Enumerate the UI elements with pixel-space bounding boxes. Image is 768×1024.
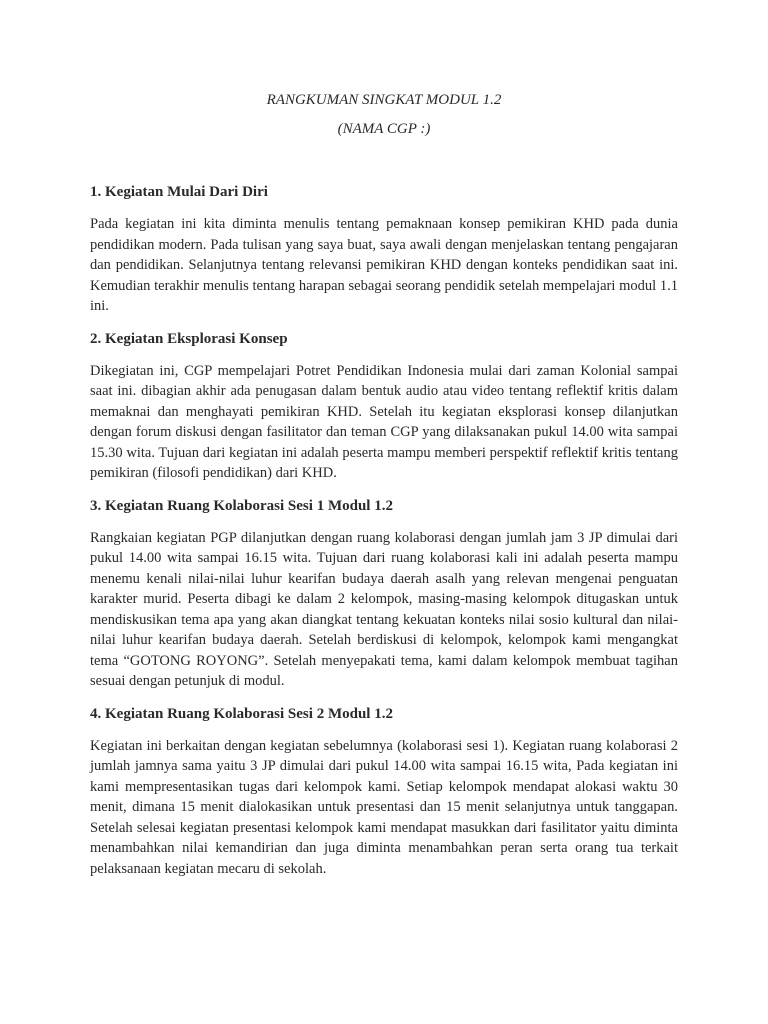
document-page [90,88,678,891]
section-heading: 4. Kegiatan Ruang Kolaborasi Sesi 2 Modul 1.2 [90,705,393,722]
section-ruang-kolaborasi-1 [90,496,678,692]
section-body: Dikegiatan ini, CGP mempelajari Potret Pendidikan Indonesia mulai dari zaman Kolonial sampai saat ini. dibagian akhir ada penugasan dalam bentuk audio atau video tentang reflektif kritis dalam memaknai dan menghayati pemikiran KHD. Setelah itu kegiatan eksplorasi konsep dilanjutkan dengan forum diskusi dengan fasilitator dan teman CGP yang dilaksanakan pukul 14.00 wita sampai 15.30 wita. Tujuan dari kegiatan ini adalah peserta mampu memberi perspektif reflektif kritis tentang pemikiran (filosofi pendidikan) dari KHD. [90,362,678,481]
section-body: Kegiatan ini berkaitan dengan kegiatan sebelumnya (kolaborasi sesi 1). Kegiatan ruang kolaborasi 2 jumlah jamnya sama yaitu 3 JP dimulai dari pukul 14.00 wita sampai 16.15 wita, Pada kegiatan ini kami mempresentasikan tugas dari kelompok kami. Setiap kelompok mendapat alokasi waktu 30 menit, dimana 15 menit dialokasikan untuk presentasi dan 15 menit selanjutnya untuk tanggapan. Setelah selesai kegiatan presentasi kelompok kami mendapat masukkan dari fasilitator yaitu diminta menambahkan nilai kemandirian dan juga diminta menambahkan peran serta orang tua terkait pelaksanaan kegiatan mecaru di sekolah. [90,737,678,877]
section-heading: 2. Kegiatan Eksplorasi Konsep [90,330,288,347]
section-mulai-dari-diri [90,182,678,317]
title-block [90,88,678,142]
section-ruang-kolaborasi-2 [90,704,678,880]
section-body: Pada kegiatan ini kita diminta menulis tentang pemaknaan konsep pemikiran KHD pada dunia pendidikan modern. Pada tulisan yang saya buat, saya awali dengan menjelaskan tentang pengajaran dan pendidikan. Selanjutnya tentang relevansi pemikiran KHD dengan konteks pendidikan saat ini. Kemudian terakhir menulis tentang harapan sebagai seorang pendidik setelah mempelajari modul 1.1 ini. [90,216,678,314]
section-heading: 1. Kegiatan Mulai Dari Diri [90,184,268,200]
section-eksplorasi-konsep [90,329,678,484]
document-title: RANGKUMAN SINGKAT MODUL 1.2 [266,92,502,108]
document-subtitle: (NAMA CGP :) [337,121,431,137]
section-body: Rangkaian kegiatan PGP dilanjutkan dengan ruang kolaborasi dengan jumlah jam 3 JP dimulai dari pukul 14.00 wita sampai 16.15 wita. Tujuan dari ruang kolaborasi kali ini adalah peserta mampu menemu kenali nilai-nilai luhur kearifan budaya daerah asalh yang relevan mengenai penguatan karakter murid. Peserta dibagi ke dalam 2 kelompok, masing-masing kelompok ditugaskan untuk mendiskusikan tema apa yang akan diangkat tentang kekuatan konteks nilai sosio kultural dan nilai-nilai luhur kearifan budaya daerah. Setelah berdiskusi di kelompok, kelompok kami mengangkat tema “GOTONG ROYONG”. Setelah menyepakati tema, kami dalam kelompok membuat tagihan sesuai dengan petunjuk di modul. [90,529,678,689]
section-heading: 3. Kegiatan Ruang Kolaborasi Sesi 1 Modul 1.2 [90,497,393,514]
